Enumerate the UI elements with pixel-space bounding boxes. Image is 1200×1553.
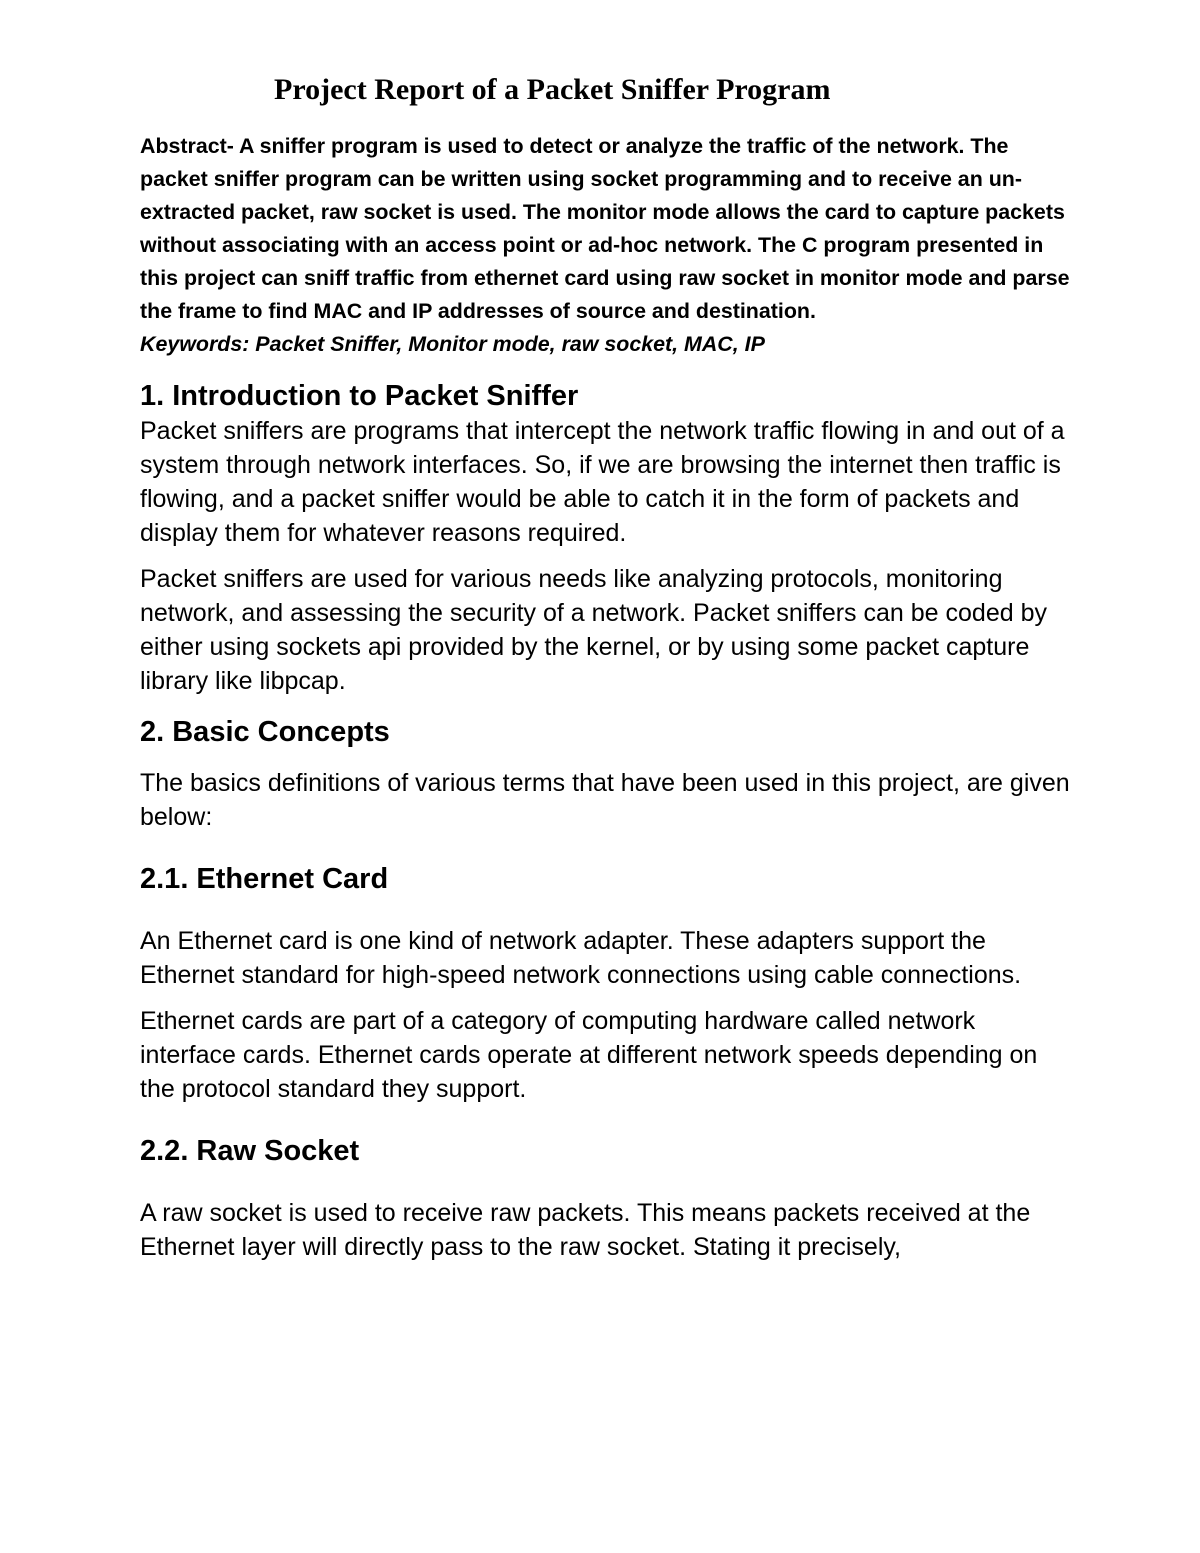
introduction-paragraph-2: Packet sniffers are used for various needs like analyzing protocols, monitoring network, and assessing the security of a network. Packet sniffers can be coded by either using sockets api provided by the kernel, or by using some packet capture library like libpcap. [140,565,1047,695]
ethernet-card-paragraph-1: An Ethernet card is one kind of network adapter. These adapters support the Ethernet standard for high-speed network connections using cable connections. [140,927,1022,989]
introduction-paragraph-1: Packet sniffers are programs that intercept the network traffic flowing in and out of a system through network interfaces. So, if we are browsing the internet then traffic is flowing, and a packet sniffer would be able to catch it in the form of packets and display them for whatever reasons required. [140,417,1065,547]
document-body [140,70,1070,1264]
section-heading-introduction: 1. Introduction to Packet Sniffer [140,380,579,412]
section-heading-basic-concepts: 2. Basic Concepts [140,716,390,748]
basic-concepts-paragraph: The basics definitions of various terms that have been used in this project, are given below: [140,769,1070,831]
raw-socket-paragraph: A raw socket is used to receive raw packets. This means packets received at the Ethernet layer will directly pass to the raw socket. Stating it precisely, [140,1199,1031,1261]
section-heading-raw-socket: 2.2. Raw Socket [140,1135,360,1167]
document-title: Project Report of a Packet Sniffer Program [274,73,831,106]
section-heading-ethernet-card: 2.1. Ethernet Card [140,863,389,895]
abstract-paragraph: Abstract- A sniffer program is used to detect or analyze the traffic of the network. The packet sniffer program can be written using socket programming and to receive an un-extracted packet, raw socket is used. The monitor mode allows the card to capture packets without associating with an access point or ad-hoc network. The C program presented in this project can sniff traffic from ethernet card using raw socket in monitor mode and parse the frame to find MAC and IP addresses of source and destination. [140,134,1070,323]
ethernet-card-paragraph-2: Ethernet cards are part of a category of computing hardware called network interface cards. Ethernet cards operate at different network speeds depending on the protocol standard they support. [140,1007,1038,1103]
keywords-line: Keywords: Packet Sniffer, Monitor mode, raw socket, MAC, IP [140,332,765,356]
